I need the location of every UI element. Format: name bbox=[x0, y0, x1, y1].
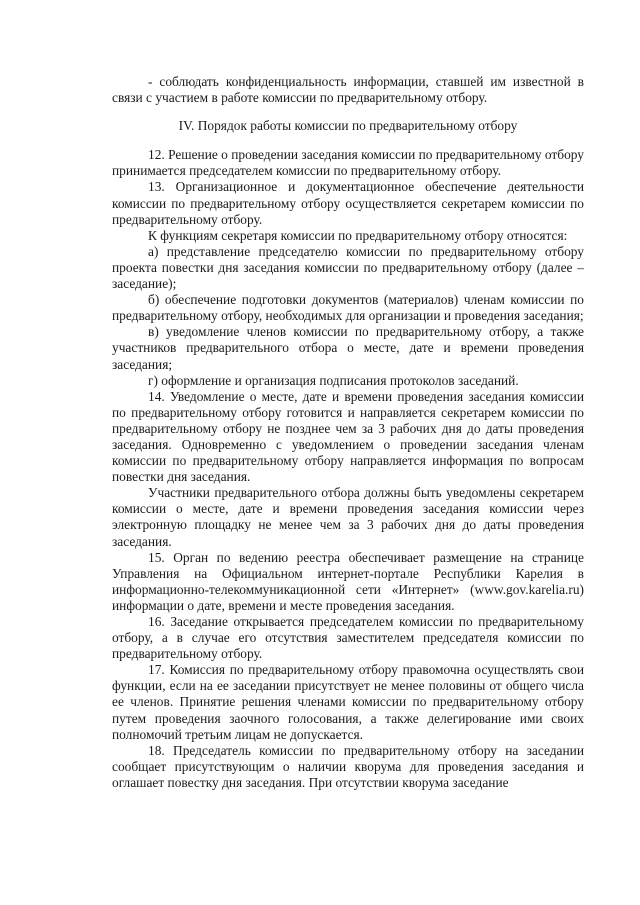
document-page bbox=[112, 74, 584, 791]
paragraph-15: 15. Орган по ведению реестра обеспечивает размещение на странице Управления на Официальном интернет-портале Республики Карелия в информационно-телекоммуникационной сети «Интернет» (www.gov.karelia.ru) информации о дате, времени и месте проведения заседания. bbox=[112, 549, 584, 613]
function-item-v: в) уведомление членов комиссии по предварительному отбору, а также участников предварительного отбора о месте, дате и времени проведения заседания; bbox=[112, 324, 584, 372]
paragraph-13: 13. Организационное и документационное обеспечение деятельности комиссии по предварительному отбору осуществляется секретарем комиссии по предварительному отбору. bbox=[112, 179, 584, 227]
function-item-a: а) представление председателю комиссии по предварительному отбору проекта повестки дня заседания комиссии по предварительному отбору (далее – заседание); bbox=[112, 243, 584, 292]
paragraph-17: 17. Комиссия по предварительному отбору правомочна осуществлять свои функции, если на ее заседании присутствует не менее половины от общего числа ее членов. Принятие решения членами комиссии по предварительному отбору путем проведения заочного голосования, а также делегирование ими своих полномочий третьим лицам не допускается. bbox=[112, 662, 584, 742]
paragraph-14: 14. Уведомление о месте, дате и времени проведения заседания комиссии по предварительному отбору готовится и направляется секретарем комиссии по предварительному отбору не позднее чем за 3 рабочих дня до даты проведения заседания. Одновременно с уведомлением о проведении заседания членам комиссии по предварительному отбору направляется информация по вопросам повестки дня заседания. bbox=[112, 388, 584, 485]
paragraph-12: 12. Решение о проведении заседания комиссии по предварительному отбору принимается председателем комиссии по предварительному отбору. bbox=[112, 147, 584, 179]
confidentiality-item: - соблюдать конфиденциальность информации, ставшей им известной в связи с участием в работе комиссии по предварительному отбору. bbox=[112, 74, 584, 106]
secretary-functions-intro: К функциям секретаря комиссии по предварительному отбору относятся: bbox=[148, 227, 568, 243]
function-item-g: г) оформление и организация подписания протоколов заседаний. bbox=[148, 372, 519, 388]
paragraph-18: 18. Председатель комиссии по предварительному отбору на заседании сообщает присутствующим о наличии кворума для проведения заседания и оглашает повестку дня заседания. При отсутствии кворума заседание bbox=[112, 742, 584, 790]
participants-notice: Участники предварительного отбора должны быть уведомлены секретарем комиссии о месте, дате и времени проведения заседания комиссии через электронную площадку не менее чем за 3 рабочих дня до даты проведения заседания. bbox=[112, 485, 584, 549]
paragraph-16: 16. Заседание открывается председателем комиссии по предварительному отбору, а в случае его отсутствия заместителем председателя комиссии по предварительному отбору. bbox=[112, 614, 584, 662]
function-item-b: б) обеспечение подготовки документов (материалов) членам комиссии по предварительному отбору, необходимых для организации и проведения заседания; bbox=[112, 292, 584, 324]
section-heading: IV. Порядок работы комиссии по предварительному отбору bbox=[178, 118, 518, 134]
